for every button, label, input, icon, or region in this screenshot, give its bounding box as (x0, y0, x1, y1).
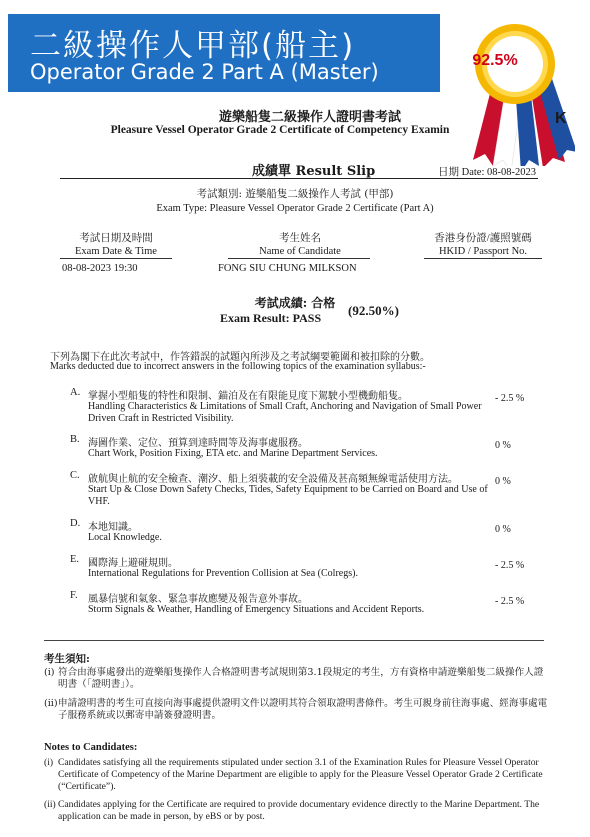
deduction-mark: - 2.5 % (495, 596, 525, 607)
exam-type-zh: 考試類別: 遊樂船隻二級操作人考試 (甲部) (196, 188, 394, 200)
notes-heading-zh: 考生須知: (44, 653, 90, 665)
banner-title-zh: 二級操作人甲部(船主) (30, 28, 356, 64)
badge-percent: 92.5% (472, 52, 518, 69)
header-banner (8, 14, 440, 92)
deduction-mark: - 2.5 % (495, 560, 525, 571)
notes-heading-en: Notes to Candidates: (44, 742, 138, 753)
banner-title-en: Operator Grade 2 Part A (Master) (30, 60, 379, 84)
doc-title-zh: 遊樂船隻二級操作人證明書考試 (218, 110, 401, 125)
col-header-id: 香港身份證/護照號碼 HKID / Passport No. (434, 233, 532, 257)
divider (424, 258, 542, 259)
candidate-datetime: 08-08-2023 19:30 (62, 263, 138, 274)
exam-result-percent: (92.50%) (348, 303, 399, 318)
divider (228, 258, 370, 259)
result-slip-label: 成績單 Result Slip (252, 164, 376, 179)
issue-date: 日期 Date: 08-08-2023 (438, 167, 536, 178)
col-header-name: 考生姓名 Name of Candidate (259, 233, 341, 257)
divider (60, 178, 538, 179)
divider (44, 640, 544, 641)
deduction-intro-zh: 下列為閣下在此次考試中，作答錯誤的試題內所涉及之考試綱要範圍和被扣除的分數。 (50, 352, 430, 363)
deduction-intro-en: Marks deducted due to incorrect answers in the following topics of the examination syllabus:- (50, 361, 426, 372)
col-header-datetime: 考試日期及時間 Exam Date & Time (75, 233, 157, 257)
exam-type-en: Exam Type: Pleasure Vessel Operator Grade 2 Certificate (Part A) (156, 203, 434, 214)
deduction-mark: 0 % (495, 476, 511, 487)
divider (60, 258, 172, 259)
deduction-mark: 0 % (495, 524, 511, 535)
exam-result-en: Exam Result: PASS (220, 311, 322, 325)
doc-title-en: Pleasure Vessel Operator Grade 2 Certificate of Competency Examin (110, 124, 450, 136)
award-ribbon-icon (455, 6, 575, 166)
deduction-mark: - 2.5 % (495, 393, 525, 404)
candidate-name: FONG SIU CHUNG MILKSON (218, 263, 357, 274)
doc-title-trail: K (555, 110, 567, 127)
exam-result-zh: 考試成績: 合格 (254, 296, 336, 310)
deduction-mark: 0 % (495, 440, 511, 451)
